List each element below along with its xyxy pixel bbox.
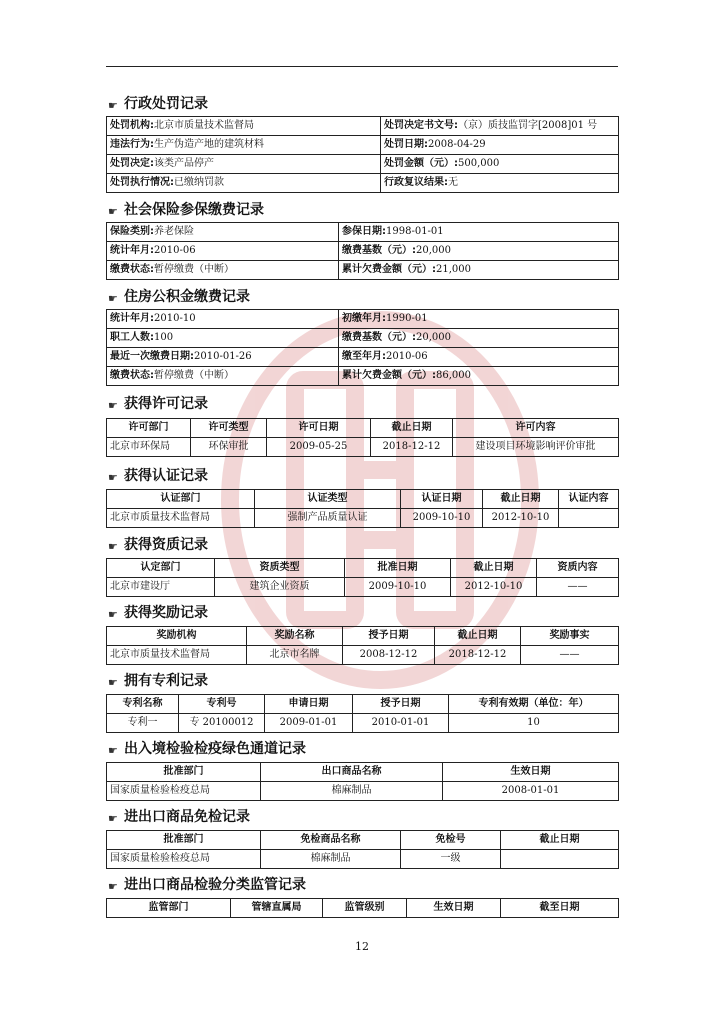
table-row: 北京市质量技术监督局 强制产品质量认证 2009-10-10 2012-10-10 — [107, 509, 619, 528]
table-row: 北京市建设厅 建筑企业资质 2009-10-10 2012-10-10 —— — [107, 578, 619, 597]
table-header-row: 监管部门 管辖直属局 监管级别 生效日期 截至日期 — [107, 899, 619, 918]
table-row: 北京市质量技术监督局 北京市名牌 2008-12-12 2018-12-12 —— — [107, 646, 619, 665]
section-title-housing-fund: ☛ 住房公积金缴费记录 — [108, 289, 250, 305]
section-title-permits: ☛ 获得许可记录 — [108, 396, 208, 412]
pointing-hand-icon: ☛ — [108, 540, 118, 553]
table-header-row: 专利名称 专利号 申请日期 授予日期 专利有效期（单位：年） — [107, 695, 619, 714]
social-insurance-table — [106, 222, 619, 280]
pointing-hand-icon: ☛ — [108, 99, 118, 112]
exemption-table — [106, 830, 619, 869]
patents-table — [106, 694, 619, 733]
table-header-row: 批准部门 免检商品名称 免检号 截止日期 — [107, 831, 619, 850]
table-row: 北京市环保局 环保审批 2009-05-25 2018-12-12 建设项目环境影响评价审批 — [107, 438, 619, 457]
table-row: 违法行为:生产伪造产地的建筑材料 处罚日期:2008-04-29 — [107, 136, 619, 155]
table-row: 保险类别:养老保险 参保日期:1998-01-01 — [107, 223, 619, 242]
section-title-social-insurance: ☛ 社会保险参保缴费记录 — [108, 202, 264, 218]
housing-fund-table — [106, 309, 619, 386]
table-header-row: 认定部门 资质类型 批准日期 截止日期 资质内容 — [107, 559, 619, 578]
section-title-qualifications: ☛ 获得资质记录 — [108, 537, 208, 553]
table-header-row: 许可部门 许可类型 许可日期 截止日期 许可内容 — [107, 419, 619, 438]
table-row: 处罚执行情况:已缴纳罚款 行政复议结果:无 — [107, 174, 619, 193]
table-row: 处罚决定:该类产品停产 处罚金额（元）:500,000 — [107, 155, 619, 174]
table-row: 国家质量检验检疫总局 棉麻制品 2008-01-01 — [107, 782, 619, 801]
section-title-green-channel: ☛ 出入境检验检疫绿色通道记录 — [108, 741, 306, 757]
table-row: 处罚机构:北京市质量技术监督局 处罚决定书文号:（京）质技监罚字[2008]01 号 — [107, 117, 619, 136]
certifications-table — [106, 489, 619, 528]
pointing-hand-icon: ☛ — [108, 292, 118, 305]
table-row: 统计年月:2010-10 初缴年月:1990-01 — [107, 310, 619, 329]
table-row: 国家质量检验检疫总局 棉麻制品 一级 — [107, 850, 619, 869]
table-row: 职工人数:100 缴费基数（元）:20,000 — [107, 329, 619, 348]
table-row: 最近一次缴费日期:2010-01-26 缴至年月:2010-06 — [107, 348, 619, 367]
table-header-row: 批准部门 出口商品名称 生效日期 — [107, 763, 619, 782]
table-row: 缴费状态:暂停缴费（中断） 累计欠费金额（元）:21,000 — [107, 261, 619, 280]
qualifications-table — [106, 558, 619, 597]
table-header-row: 奖励机构 奖励名称 授予日期 截止日期 奖励事实 — [107, 627, 619, 646]
section-title-exemption: ☛ 进出口商品免检记录 — [108, 809, 250, 825]
admin-penalty-table — [106, 116, 619, 193]
pointing-hand-icon: ☛ — [108, 676, 118, 689]
table-row: 统计年月:2010-06 缴费基数（元）:20,000 — [107, 242, 619, 261]
pointing-hand-icon: ☛ — [108, 744, 118, 757]
pointing-hand-icon: ☛ — [108, 880, 118, 893]
pointing-hand-icon: ☛ — [108, 812, 118, 825]
table-header-row: 认证部门 认证类型 认证日期 截止日期 认证内容 — [107, 490, 619, 509]
table-row: 缴费状态:暂停缴费（中断） 累计欠费金额（元）:86,000 — [107, 367, 619, 386]
pointing-hand-icon: ☛ — [108, 608, 118, 621]
permits-table — [106, 418, 619, 457]
section-title-patents: ☛ 拥有专利记录 — [108, 673, 208, 689]
page-number: 12 — [355, 940, 369, 953]
top-rule — [106, 66, 618, 67]
section-title-admin-penalty: ☛ 行政处罚记录 — [108, 96, 208, 112]
awards-table — [106, 626, 619, 665]
classification-table — [106, 898, 619, 918]
section-title-certifications: ☛ 获得认证记录 — [108, 468, 208, 484]
pointing-hand-icon: ☛ — [108, 399, 118, 412]
green-channel-table — [106, 762, 619, 801]
pointing-hand-icon: ☛ — [108, 471, 118, 484]
section-title-classification: ☛ 进出口商品检验分类监管记录 — [108, 877, 306, 893]
section-title-awards: ☛ 获得奖励记录 — [108, 605, 208, 621]
table-row: 专利一 专 20100012 2009-01-01 2010-01-01 10 — [107, 714, 619, 733]
pointing-hand-icon: ☛ — [108, 205, 118, 218]
